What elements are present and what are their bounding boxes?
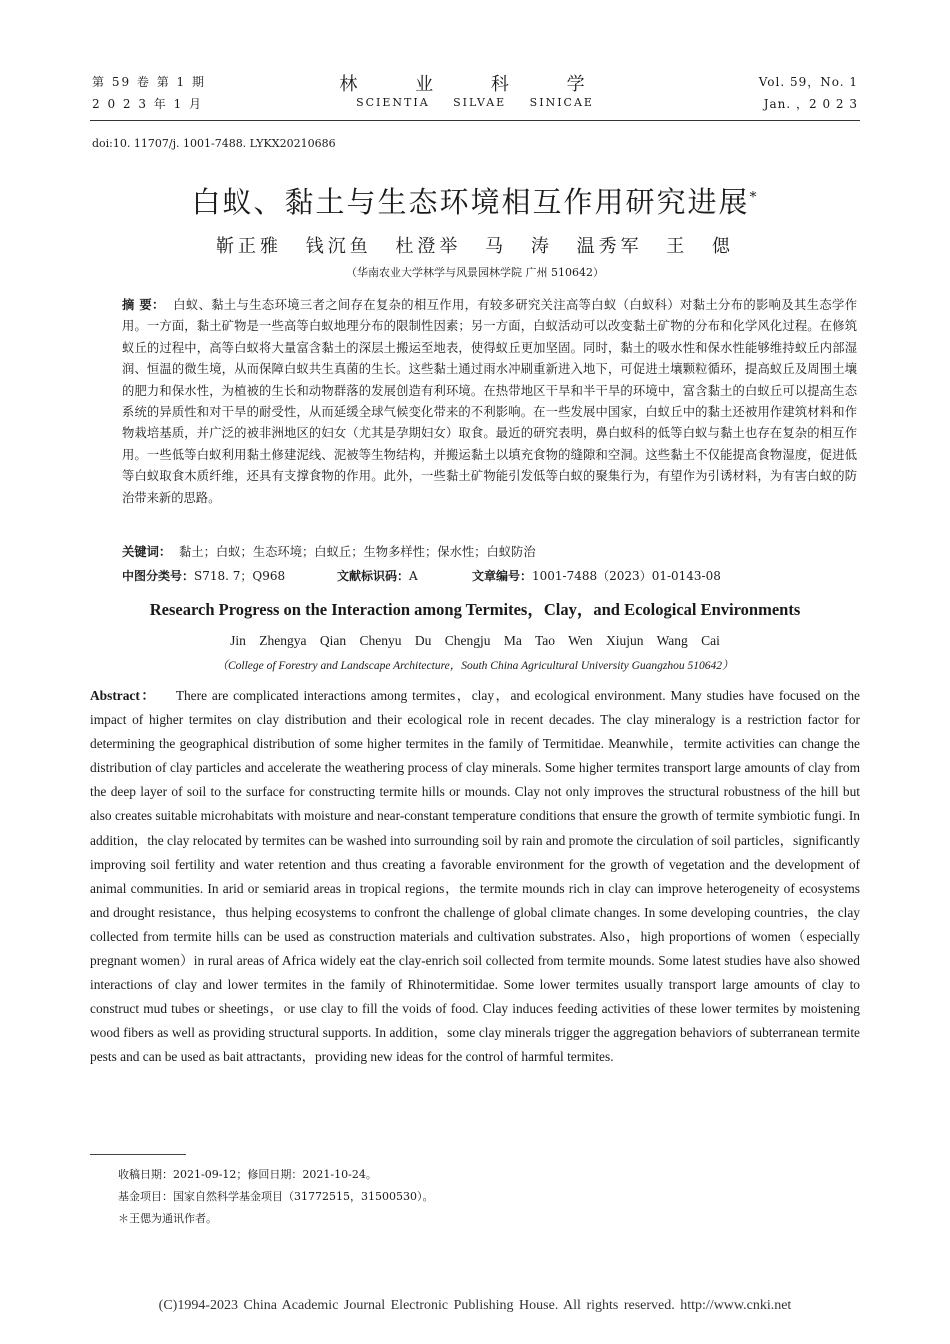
footnote-received: 收稿日期：2021-09-12；修回日期：2021-10-24。 [118,1168,377,1181]
class-value: S718. 7；Q968 [194,569,286,583]
classification-line [122,567,862,584]
footnote-rule [90,1154,186,1155]
title-en: Research Progress on the Interaction among Termites，Clay，and Ecological Environments [149,600,801,619]
doi: doi:10. 11707/j. 1001-7488. LYKX20210686 [92,137,336,150]
affiliation-cn: （华南农业大学林学与风景园林学院 广州 510642） [346,266,604,279]
abstract-en-label: Abstract： [90,688,157,703]
authors-cn: 靳正雅 钱沉鱼 杜澄举 马 涛 温秀军 王 偲 [215,236,735,257]
title-cn-text: 白蚁、黏土与生态环境相互作用研究进展 [191,185,750,219]
authors-en: Jin Zhengya Qian Chenyu Du Chengju Ma Tao Wen Xiujun Wang Cai [230,633,720,648]
affiliation-en-text: （College of Forestry and Landscape Architecture，South China Agricultural University Guangzhou 510642） [216,660,734,672]
doc-code-value: A [409,569,418,583]
class-label: 中图分类号： [122,569,195,583]
article-number-value: 1001-7488（2023）01-0143-08 [532,569,721,583]
footnote-fund: 基金项目：国家自然科学基金项目（31772515，31500530）。 [118,1190,434,1203]
abstract-en [90,684,860,1070]
keywords-label: 关键词： [122,544,172,559]
abstract-cn [122,294,857,509]
keywords-text: 黏土；白蚁；生态环境；白蚁丘；生物多样性；保水性；白蚁防治 [179,545,536,559]
keywords-cn [122,542,536,560]
header-rule [90,120,860,121]
abstract-cn-label: 摘 要： [122,297,165,312]
abstract-cn-text: 白蚁、黏土与生态环境三者之间存在复杂的相互作用，有较多研究关注高等白蚁（白蚁科）对黏土分布的影响及其生态学作用。一方面，黏土矿物是一些高等白蚁地理分布的限制性因素；另一方面，白蚁活动可以改变黏土矿物的分布和化学风化过程。在修筑蚁丘的过程中，高等白蚁将大量富含黏土的深层土搬运至地表，使得蚁丘更加坚固。同时，黏土的吸水性和保水性能够维持蚁丘内部湿润、恒温的微生境，从而保障白蚁共生真菌的生长。这些黏土通过雨水冲刷重新进入地下，可促进土壤颗粒循环，提高蚁丘及周围土壤的肥力和保水性，为植被的生长和动物群落的发展创造有利环境。在热带地区干旱和半干旱的环境中，富含黏土的白蚁丘可以提高生态系统的异质性和对干旱的耐受性，从而延缓全球气候变化带来的不利影响。在一些发展中国家，白蚁丘中的黏土还被用作建筑材料和作物栽培基质，并广泛的被非洲地区的妇女（尤其是孕期妇女）取食。最近的研究表明，鼻白蚁科的低等白蚁与黏土也存在复杂的相互作用。一些低等白蚁利用黏土修建泥线、泥被等生物结构，并搬运黏土以填充食物的缝隙和空洞。这些黏土不仅能提高食物湿度，促进低等白蚁取食木质纤维，还具有支撑食物的作用。此外，一些黏土矿物能引发低等白蚁的聚集行为，有望作为引诱材料，为有害白蚁的防治带来新的思路。 [122,298,857,505]
date-cn: 2 0 2 3 年 1 月 [92,97,204,111]
volume-issue-cn: 第 59 卷 第 1 期 [92,75,206,89]
title-footnote-mark: * [749,189,759,206]
volume-issue-en: Vol. 59，No. 1 [758,75,858,89]
footnote-corresponding: ＊王偲为通讯作者。 [118,1212,217,1225]
journal-name-cn: 林 业 科 学 [339,74,611,95]
copyright-notice: (C)1994-2023 China Academic Journal Electronic Publishing House. All rights reserved. http://www.cnki.net [158,1298,792,1313]
journal-name-en: SCIENTIA SILVAE SINICAE [356,96,594,109]
abstract-en-text: There are complicated interactions among termites，clay，and ecological environment. Many studies have focused on the impact of higher termites on clay distribution and their ecological role in recent decades. The clay mineralogy is a restriction factor for determining the geographical distribution of some higher termites in the family of Termitidae. Meanwhile，termite activities can change the distribution of clay particles and accelerate the weathering process of clay minerals. Some higher termites transport large amounts of clay from the deep layer of soil to the surface for constructing termite hills or mounds. Clay not only improves the structural robustness of the hill but also creates suitable microhabitats with moisture and near-constant temperature conditions that ensure the growth of termite symbiotic fungi. In addition，the clay relocated by termites can be washed into surrounding soil by rain and promote the circulation of soil particles，significantly improving soil fertility and water retention and thus creating a favorable environment for the growth of vegetation and the development of animal communities. In arid or semiarid areas in tropical regions，the termite mounds rich in clay can improve heterogeneity of ecosystems and drought resistance，thus helping ecosystems to confront the challenge of global climate changes. In some developing countries，the clay collected from termite hills can be used as construction materials and cultivation substrates. Also，high proportions of women（especially pregnant women）in rural areas of Africa widely eat the clay-enrich soil collected from termite mounds. Some latest studies have also showed interactions of clay and lower termites in the family of Rhinotermitidae. Some lower termites usually transport large amounts of clay to construct mud tubes or sheetings，or use clay to fill the voids of food. Clay induces feeding activities of these lower termites by moistening wood fibers as well as providing structural supports. In addition，some clay minerals trigger the aggregation behaviors of subterranean termite pests and can be used as bait attractants，providing new ideas for the control of harmful termites. [90,688,860,1065]
article-number-label: 文章编号： [472,569,533,583]
date-en: Jan. ，2 0 2 3 [763,97,858,111]
affiliation-en [0,657,950,673]
doc-code-label: 文献标识码： [337,569,410,583]
title-cn [0,180,950,221]
